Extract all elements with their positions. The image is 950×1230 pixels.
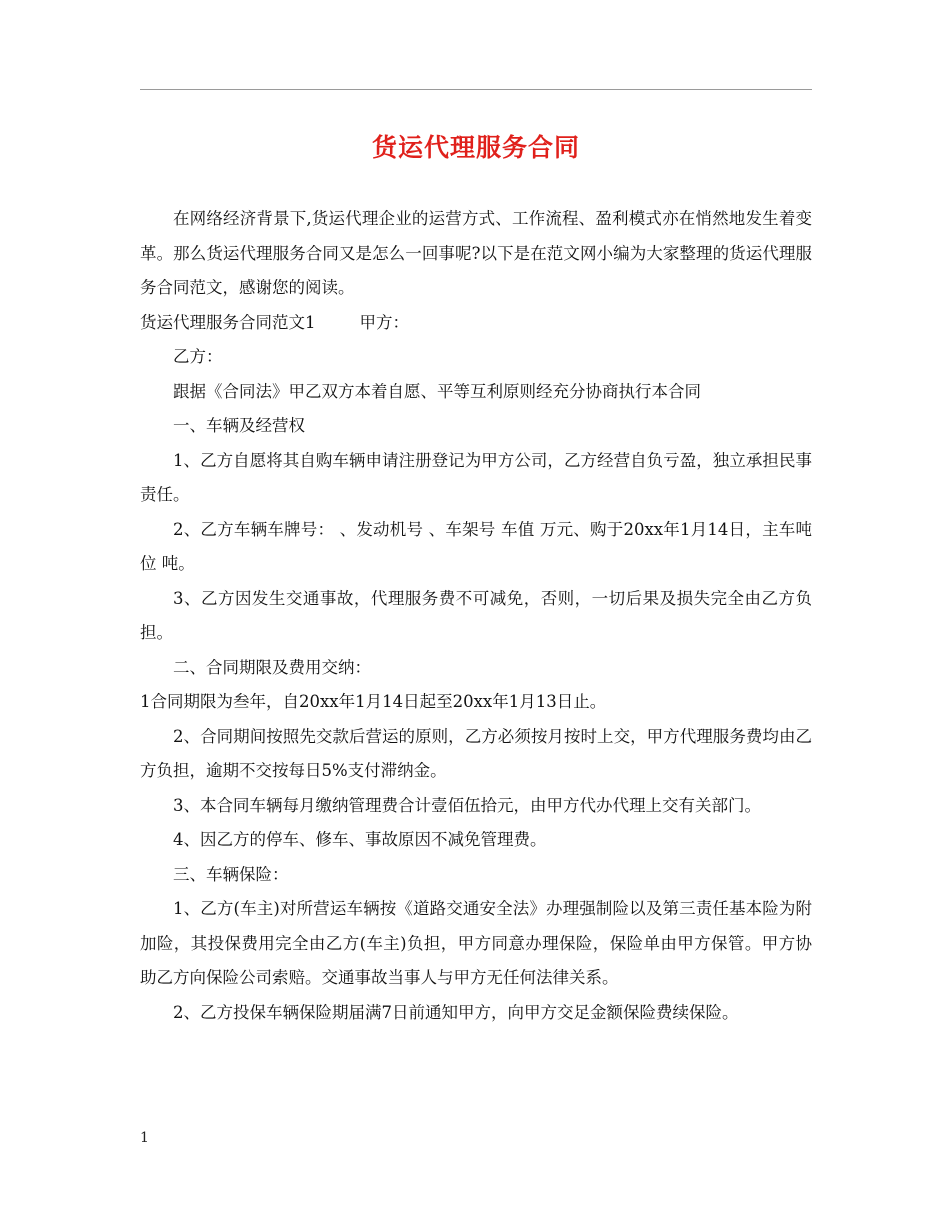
contract-basis: 跟据《合同法》甲乙双方本着自愿、平等互利原则经充分协商执行本合同 — [173, 381, 701, 401]
clause-2-3: 3、本合同车辆每月缴纳管理费合计壹佰伍拾元，由甲方代办代理上交有关部门。 — [173, 795, 761, 815]
section-heading-vehicle: 一、车辆及经营权 — [173, 416, 305, 435]
page-number: 1 — [140, 1130, 149, 1146]
clause-1-1: 1、乙方自愿将其自购车辆申请注册登记为甲方公司，乙方经营自负亏盈，独立承担民事责任。 — [140, 450, 812, 504]
clause-1-2: 2、乙方车辆车牌号： 、发动机号 、车架号 车值 万元、购于20xx年1月14日，主车吨位 吨。 — [140, 519, 812, 573]
clause-2-4: 4、因乙方的停车、修车、事故原因不减免管理费。 — [173, 830, 547, 849]
intro-paragraph: 在网络经济背景下,货运代理企业的运营方式、工作流程、盈利模式亦在悄然地发生着变革。那么货运代理服务合同又是怎么一回事呢?以下是在范文网小编为大家整理的货运代理服务合同范文，感谢您的阅读。 — [140, 209, 812, 297]
clause-1-3: 3、乙方因发生交通事故，代理服务费不可减免，否则，一切后果及损失完全由乙方负担。 — [140, 588, 812, 642]
sample-title: 货运代理服务合同范文1 — [140, 312, 316, 332]
clause-3-1: 1、乙方(车主)对所营运车辆按《道路交通安全法》办理强制险以及第三责任基本险为附加险，其投保费用完全由乙方(车主)负担，甲方同意办理保险，保险单由甲方保管。甲方协助乙方向保险公司索赔。交通事故当事人与甲方无任何法律关系。 — [140, 899, 812, 987]
clause-2-1: 1合同期限为叁年，自20xx年1月14日起至20xx年1月13日止。 — [140, 692, 607, 711]
section-heading-insurance: 三、车辆保险： — [173, 864, 289, 884]
header-rule — [140, 89, 812, 90]
clause-3-2: 2、乙方投保车辆保险期届满7日前通知甲方，向甲方交足金额保险费续保险。 — [173, 1002, 739, 1022]
party-a-label: 甲方： — [359, 312, 409, 332]
party-b-label: 乙方： — [173, 347, 223, 366]
clause-2-2: 2、合同期间按照先交款后营运的原则，乙方必须按月按时上交，甲方代理服务费均由乙方负担，逾期不交按每日5%支付滞纳金。 — [140, 726, 812, 780]
document-body — [140, 202, 812, 1030]
document-title: 货运代理服务合同 — [371, 133, 580, 162]
sample-heading-line — [140, 306, 812, 341]
section-heading-term: 二、合同期限及费用交纳： — [173, 657, 371, 677]
